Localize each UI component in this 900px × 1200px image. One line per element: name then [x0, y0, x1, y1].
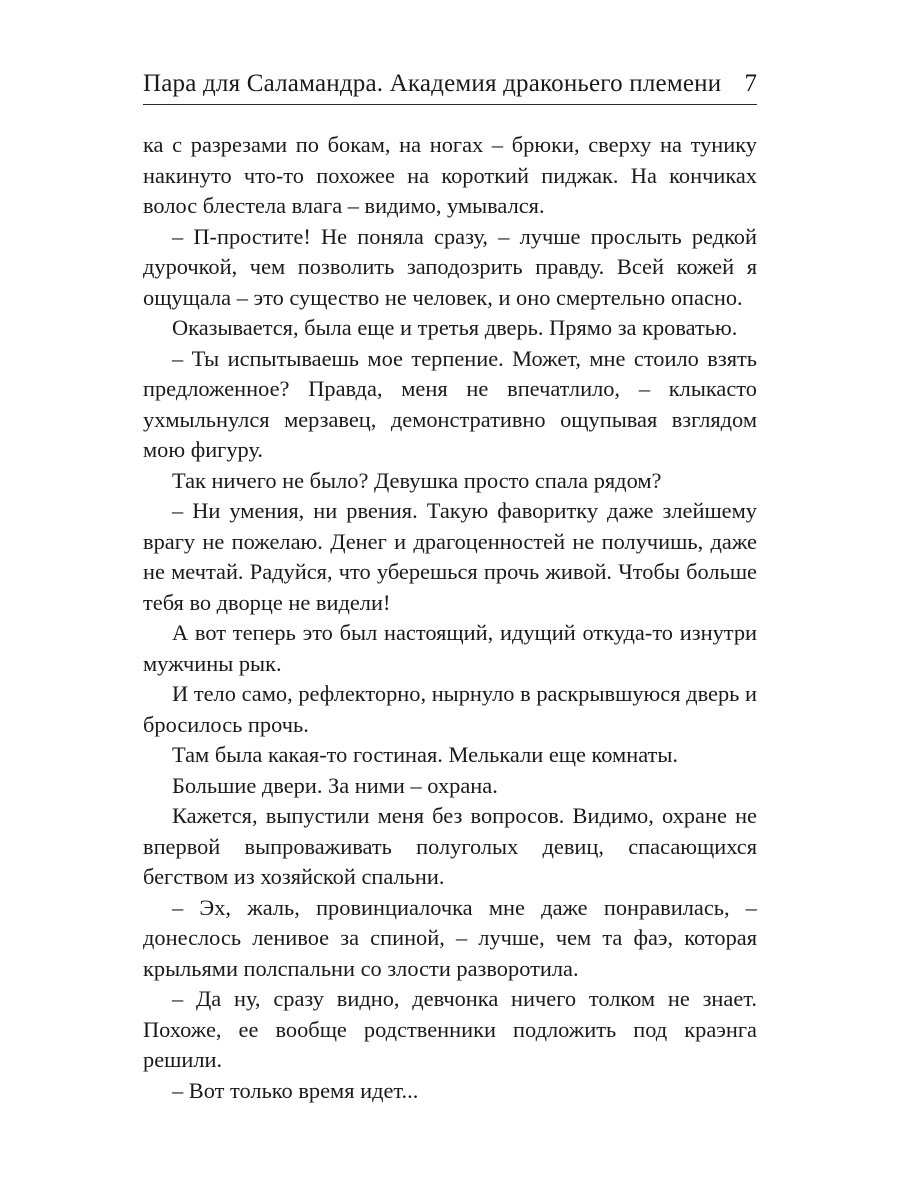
paragraph-9: Там была какая-то гостиная. Мелькали еще комнаты.: [172, 742, 678, 767]
page-number: 7: [744, 70, 757, 97]
paragraph-5: Так ничего не было? Девушка просто спала рядом?: [172, 467, 662, 493]
running-title: Пара для Саламандра. Академия драконьего племени: [143, 70, 722, 97]
page-body: [143, 130, 757, 1106]
paragraph-13: – Да ну, сразу видно, девчонка ничего толком не знает. Похоже, ее вообще родственники подложить под краэнга решили.: [143, 986, 757, 1072]
paragraph-14: – Вот только время идет...: [172, 1077, 419, 1103]
page-header: [143, 64, 757, 105]
paragraph-6: – Ни умения, ни рвения. Такую фаворитку даже злейшему врагу не пожелаю. Денег и драгоценностей не получишь, даже не мечтай. Радуйся, что уберешься прочь живой. Чтобы больше тебя во дворце не видели!: [143, 498, 757, 615]
paragraph-8: И тело само, рефлекторно, нырнуло в раскрывшуюся дверь и бросилось прочь.: [143, 681, 757, 737]
paragraph-1: ка с разрезами по бокам, на ногах – брюки, сверху на тунику накинуто что-то похожее на короткий пиджак. На кончиках волос блестела влага – видимо, умывался.: [143, 132, 757, 218]
paragraph-11: Кажется, выпустили меня без вопросов. Видимо, охране не впервой выпроваживать полуголых девиц, спасающихся бегством из хозяйской спальни.: [143, 803, 757, 889]
paragraph-10: Большие двери. За ними – охрана.: [172, 772, 498, 798]
paragraph-2: – П-простите! Не поняла сразу, – лучше прослыть редкой дурочкой, чем позволить заподозрить правду. Всей кожей я ощущала – это существо не человек, и оно смертельно опасно.: [143, 223, 757, 310]
paragraph-3: Оказывается, была еще и третья дверь. Прямо за кроватью.: [172, 315, 738, 340]
paragraph-4: – Ты испытываешь мое терпение. Может, мне стоило взять предложенное? Правда, меня не впечатлило, – клыкасто ухмыльнулся мерзавец, демонстративно ощупывая взглядом мою фигуру.: [143, 345, 757, 462]
paragraph-12: – Эх, жаль, провинциалочка мне даже понравилась, – донеслось ленивое за спиной, – лучше, чем та фаэ, которая крыльями полспальни со злости разворотила.: [143, 894, 757, 981]
paragraph-7: А вот теперь это был настоящий, идущий откуда-то изнутри мужчины рык.: [143, 620, 757, 676]
